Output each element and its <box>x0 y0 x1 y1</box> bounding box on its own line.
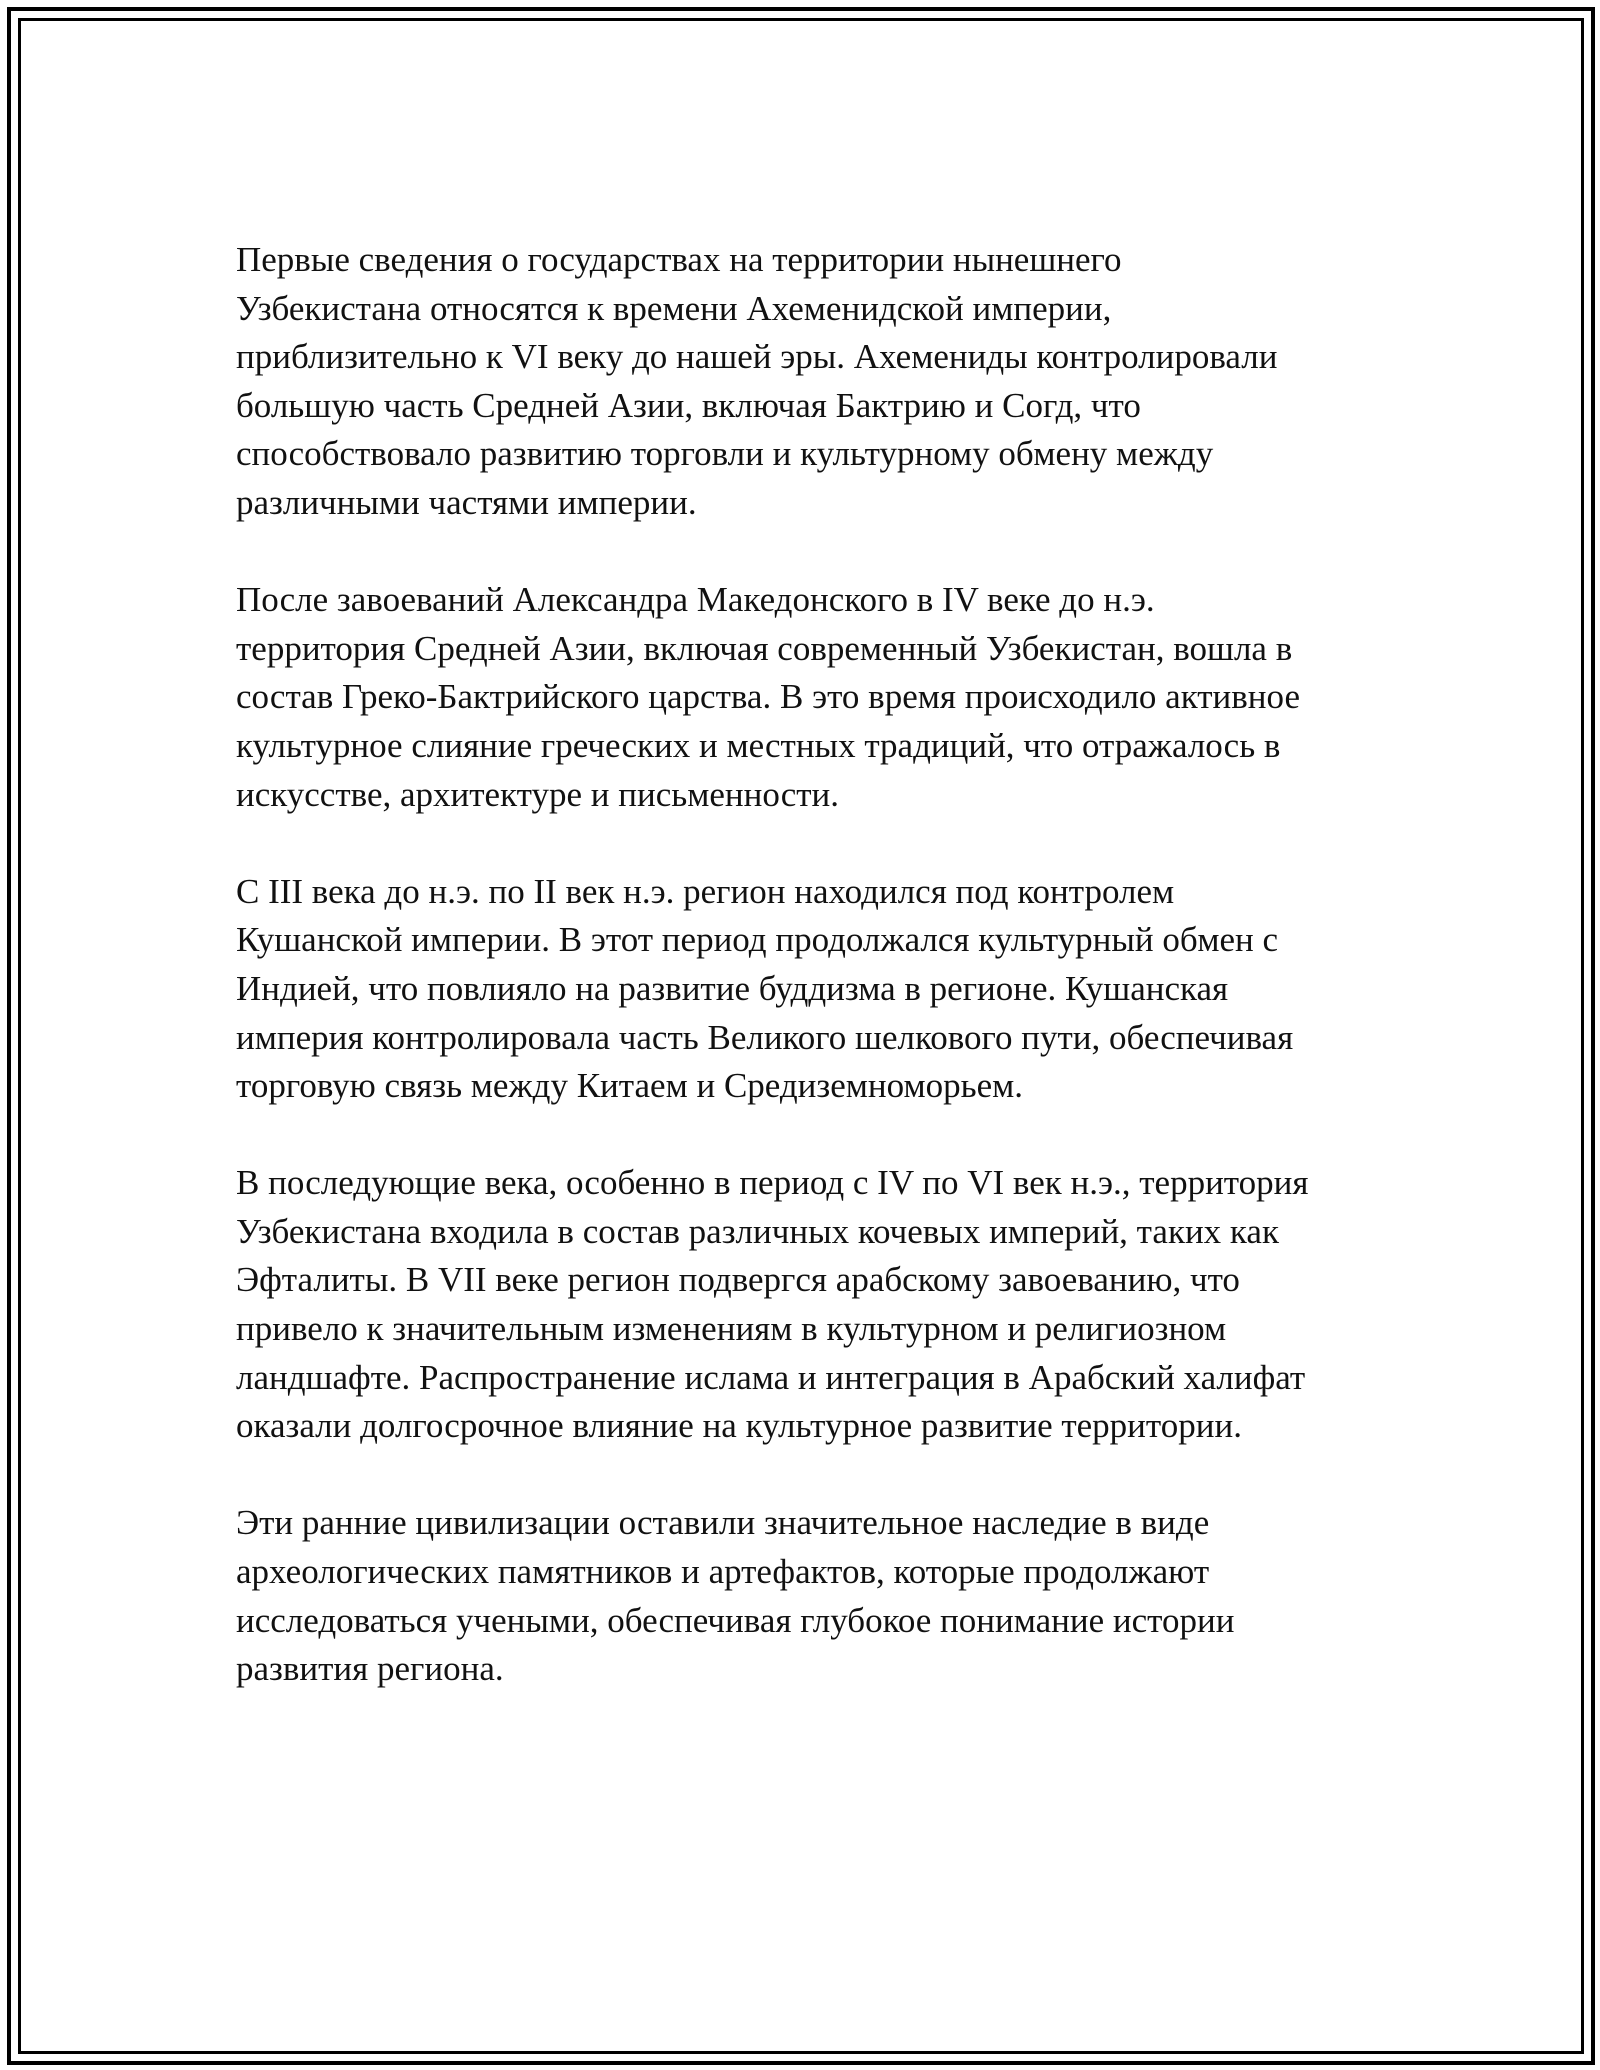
text-line: Узбекистана входила в состав различных кочевых империй, таких как <box>236 1211 1279 1251</box>
text-line: способствовало развитию торговли и культурному обмену между <box>236 434 1214 474</box>
text-line: культурное слияние греческих и местных традиций, что отражалось в <box>236 725 1281 765</box>
text-line: искусстве, архитектуре и письменности. <box>236 774 840 814</box>
text-line: Индией, что повлияло на развитие буддизма в регионе. Кушанская <box>236 968 1229 1008</box>
paragraph-2 <box>236 576 1396 819</box>
document-body <box>236 236 1396 1742</box>
text-line: После завоеваний Александра Македонского в IV веке до н.э. <box>236 580 1155 620</box>
paragraph-3 <box>236 868 1396 1111</box>
text-line: империя контролировала часть Великого шелкового пути, обеспечивая <box>236 1017 1294 1057</box>
text-line: приблизительно к VI веку до нашей эры. Ахемениды контролировали <box>236 337 1278 377</box>
text-line: С III века до н.э. по II век н.э. регион находился под контролем <box>236 871 1175 911</box>
text-line: различными частями империи. <box>236 482 697 522</box>
text-line: оказали долгосрочное влияние на культурное развитие территории. <box>236 1406 1242 1446</box>
paragraph-4 <box>236 1159 1396 1451</box>
text-line: развития региона. <box>236 1649 504 1689</box>
text-line: состав Греко-Бактрийского царства. В это время происходило активное <box>236 677 1300 717</box>
text-line: Кушанской империи. В этот период продолжался культурный обмен с <box>236 920 1279 960</box>
text-line: археологических памятников и артефактов, которые продолжают <box>236 1552 1210 1592</box>
paragraph-1 <box>236 236 1396 528</box>
text-line: Эфталиты. В VII веке регион подвергся арабскому завоеванию, что <box>236 1260 1240 1300</box>
text-line: Эти ранние цивилизации оставили значительное наследие в виде <box>236 1503 1210 1543</box>
text-line: торговую связь между Китаем и Средиземноморьем. <box>236 1066 1024 1106</box>
text-line: исследоваться учеными, обеспечивая глубокое понимание истории <box>236 1600 1235 1640</box>
text-line: ландшафте. Распространение ислама и интеграция в Арабский халифат <box>236 1357 1306 1397</box>
text-line: Узбекистана относятся к времени Ахеменидской империи, <box>236 288 1112 328</box>
paragraph-5 <box>236 1499 1396 1693</box>
text-line: большую часть Средней Азии, включая Бактрию и Согд, что <box>236 385 1141 425</box>
text-line: Первые сведения о государствах на территории нынешнего <box>236 240 1122 279</box>
text-line: В последующие века, особенно в период с IV по VI век н.э., территория <box>236 1163 1309 1203</box>
text-line: территория Средней Азии, включая современный Узбекистан, вошла в <box>236 628 1293 668</box>
text-line: привело к значительным изменениям в культурном и религиозном <box>236 1309 1227 1349</box>
